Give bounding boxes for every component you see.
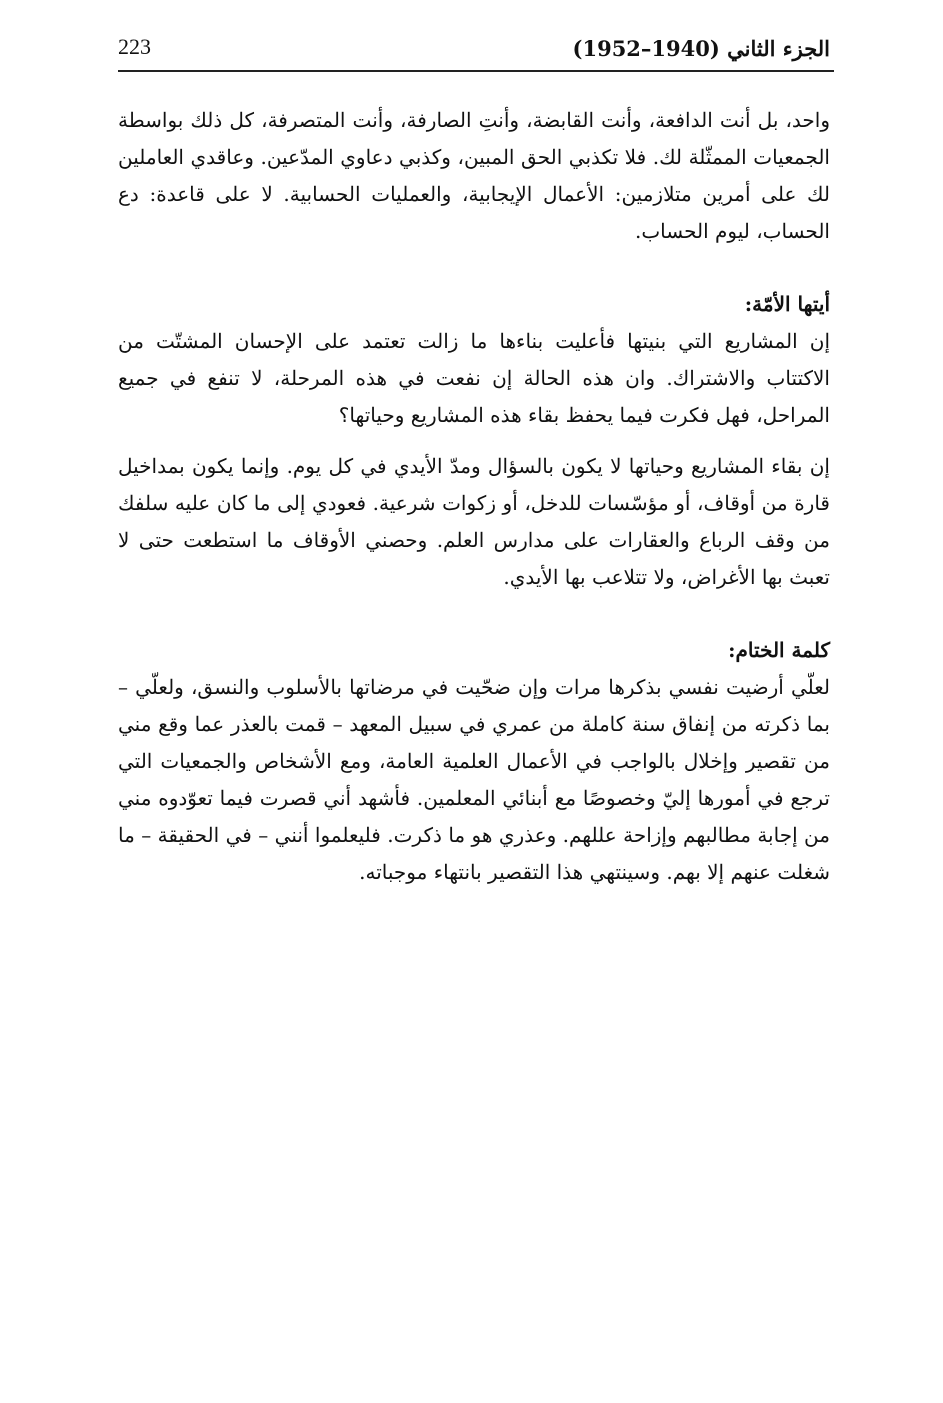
running-title: الجزء الثاني (1940–1952) bbox=[572, 36, 830, 61]
page-number: 223 bbox=[118, 34, 151, 59]
section-heading-nation: أيتها الأمّة: bbox=[744, 292, 830, 316]
running-head bbox=[118, 28, 830, 72]
paragraph-3: إن بقاء المشاريع وحياتها لا يكون بالسؤال ومدّ الأيدي في كل يوم. وإنما يكون بمداخيل قارة من أوقاف، أو مؤسّسات للدخل، أو زكوات شرعية. فعودي إلى ما كان عليه سلفك من وقف الرباع والعقارات على مدارس العلم. وحصني الأوقاف ما استطعت حتى لا تعبث بها الأغراض، ولا تتلاعب بها الأيدي. bbox=[118, 454, 830, 589]
paragraph-1: واحد، بل أنت الدافعة، وأنت القابضة، وأنتِ الصارفة، وأنت المتصرفة، كل ذلك بواسطة الجمعيات الممثّلة لك. فلا تكذبي الحق المبين، وكذبي دعاوي المدّعين. وعاقدي العاملين لك على أمرين متلازمين: الأعمال الإيجابية، والعمليات الحسابية. لا على قاعدة: دع الحساب، ليوم الحساب. bbox=[118, 108, 830, 243]
section-heading-closing: كلمة الختام: bbox=[728, 638, 830, 662]
header-rule bbox=[118, 70, 834, 72]
paragraph-4: لعلّي أرضيت نفسي بذكرها مرات وإن ضحّيت في مرضاتها بالأسلوب والنسق، ولعلّي – بما ذكرته من إنفاق سنة كاملة من عمري في سبيل المعهد – قمت بالعذر عما وقع مني من تقصير وإخلال بالواجب في الأعمال العلمية العامة، ومع الأشخاص والجمعيات التي ترجع في أمورها إليّ وخصوصًا مع أبنائي المعلمين. فأشهد أني قصرت فيما تعوّدوه مني من إجابة مطالبهم وإزاحة عللهم. وعذري هو ما ذكرت. فليعلموا أنني – في الحقيقة – ما شغلت عنهم إلا بهم. وسينتهي هذا التقصير بانتهاء موجباته. bbox=[118, 675, 830, 884]
body-text bbox=[118, 102, 830, 905]
paragraph-2: إن المشاريع التي بنيتها فأعليت بناءها ما زالت تعتمد على الإحسان المشتّت من الاكتتاب والاشتراك. وان هذه الحالة إن نفعت في هذه المرحلة، لا تنفع في جميع المراحل، فهل فكرت فيما يحفظ بقاء هذه المشاريع وحياتها؟ bbox=[118, 329, 830, 427]
